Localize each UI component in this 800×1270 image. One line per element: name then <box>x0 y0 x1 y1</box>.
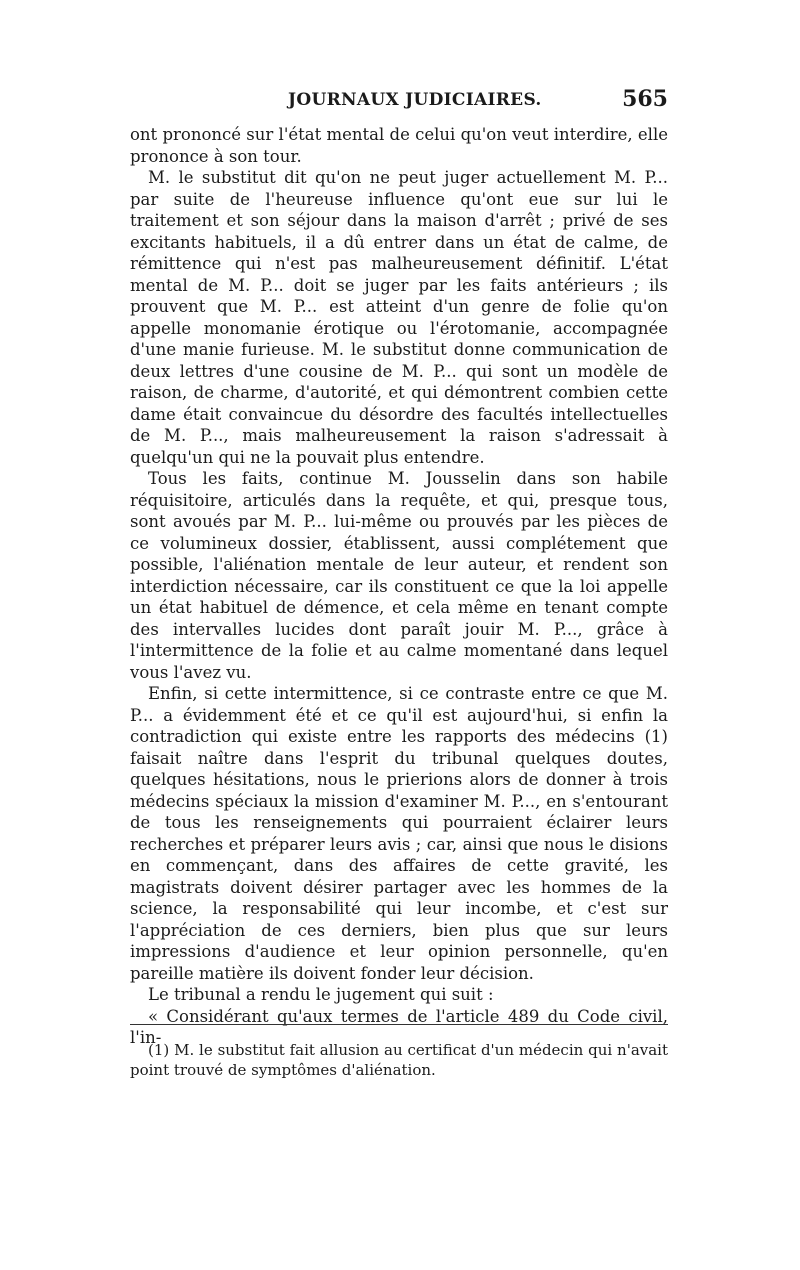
paragraph-1: ont prononcé sur l'état mental de celui qu'on veut interdire, elle prononce à son tour. <box>130 125 668 166</box>
running-head: JOURNAUX JUDICIAIRES. <box>288 90 542 110</box>
page-number: 565 <box>622 86 668 112</box>
paragraph-4: Enfin, si cette intermittence, si ce contraste entre ce que M. P... a évidemment été et ce qu'il est aujourd'hui, si enfin la contradiction qui existe entre les rapports des médecins (1) faisait naître dans l'esprit du tribunal quelques doutes, quelques hésitations, nous le prierions alors de donner à trois médecins spéciaux la mission d'examiner M. P..., en s'entourant de tous les renseignements qui pourraient éclairer leurs recherches et préparer leurs avis ; car, ainsi que nous le disions en commençant, dans des affaires de cette gravité, les magistrats doivent désirer partager avec les hommes de la science, la responsabilité qui leur incombe, et c'est sur l'appréciation de ces derniers, bien plus que sur leurs impressions d'audience et leur opinion personnelle, qu'en pareille matière ils doivent fonder leur décision. <box>130 684 668 983</box>
paragraph-5: Le tribunal a rendu le jugement qui suit : <box>148 985 494 1004</box>
footnote-rule <box>130 1024 668 1025</box>
footnote: (1) M. le substitut fait allusion au certificat d'un médecin qui n'avait point trouvé de symptômes d'aliénation. <box>130 1041 668 1079</box>
page-header <box>130 86 668 122</box>
paragraph-3: Tous les faits, continue M. Jousselin dans son habile réquisitoire, articulés dans la requête, et qui, presque tous, sont avoués par M. P... lui-même ou prouvés par les pièces de ce volumineux dossier, établissent, aussi complétement que possible, l'aliénation mentale de leur auteur, et rendent son interdiction nécessaire, car ils constituent ce que la loi appelle un état habituel de démence, et cela même en tenant compte des intervalles lucides dont paraît jouir M. P..., grâce à l'intermittence de la folie et au calme momentané dans lequel vous l'avez vu. <box>130 469 668 682</box>
paragraph-6: « Considérant qu'aux termes de l'article 489 du Code civil, l'in- <box>130 1006 668 1047</box>
body-text <box>130 124 668 1049</box>
paragraph-2: M. le substitut dit qu'on ne peut juger actuellement M. P... par suite de l'heureuse influence qu'ont eue sur lui le traitement et son séjour dans la maison d'arrêt ; privé de ses excitants habituels, il a dû entrer dans un état de calme, de rémittence qui n'est pas malheureusement définitif. L'état mental de M. P... doit se juger par les faits antérieurs ; ils prouvent que M. P... est atteint d'un genre de folie qu'on appelle monomanie érotique ou l'érotomanie, accompagnée d'une manie furieuse. M. le substitut donne communication de deux lettres d'une cousine de M. P... qui sont un modèle de raison, de charme, d'autorité, et qui démontrent combien cette dame était convaincue du désordre des facultés intellectuelles de M. P..., mais malheureusement la raison s'adressait à quelqu'un qui ne la pouvait plus entendre. <box>130 168 668 467</box>
